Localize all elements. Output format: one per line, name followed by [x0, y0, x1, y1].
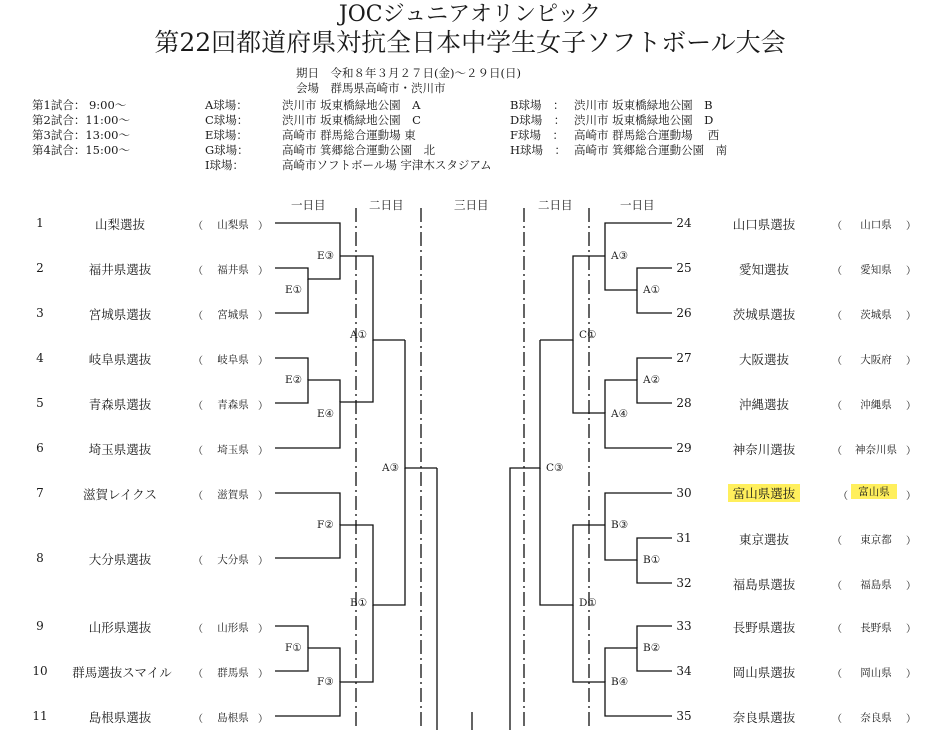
- game-label-a1: A①: [350, 329, 367, 341]
- game-label-e3: E③: [317, 250, 335, 262]
- game-label-b4: B④: [611, 676, 629, 688]
- paren-close: ）: [258, 669, 268, 680]
- team-prefecture: 福島県: [860, 579, 892, 591]
- paren-open: （: [193, 446, 203, 457]
- game-label-c1: C①: [579, 329, 597, 341]
- team-name: 山形県選抜: [88, 620, 152, 635]
- paren-open: （: [832, 714, 842, 725]
- team-name: 神奈川選抜: [732, 442, 796, 457]
- team-prefecture: 福井県: [217, 264, 249, 276]
- team-name: 滋賀レイクス: [82, 487, 157, 502]
- team-number: 28: [676, 396, 692, 410]
- game-label-c3: C③: [546, 462, 564, 474]
- team-name: 埼玉県選抜: [88, 442, 152, 457]
- team-number: 10: [32, 664, 48, 678]
- team-name: 茨城県選抜: [732, 307, 796, 322]
- team-prefecture: 滋賀県: [217, 489, 249, 501]
- schedule-game3: 第3試合：13:00～: [32, 128, 130, 142]
- day-header-left-day1: 一日目: [291, 198, 326, 212]
- field-e-label: E球場：: [205, 128, 248, 142]
- team-name: 群馬選抜スマイル: [72, 665, 172, 680]
- game-label-a4: A④: [611, 408, 628, 420]
- team-number: 11: [32, 709, 48, 723]
- team-prefecture: 長野県: [860, 622, 892, 634]
- team-prefecture: 大分県: [217, 554, 249, 566]
- paren-open: （: [193, 221, 203, 232]
- team-name: 岐阜県選抜: [88, 352, 152, 367]
- paren-close: ）: [906, 491, 916, 502]
- paren-close: ）: [906, 446, 916, 457]
- game-label-d1: D①: [579, 597, 597, 609]
- paren-close: ）: [906, 714, 916, 725]
- paren-open: （: [193, 266, 203, 277]
- field-i-place: 高崎市ソフトボール場 宇津木スタジアム: [282, 158, 492, 172]
- event-date: 期日 令和８年３月２７日(金)～２９日(日): [296, 66, 521, 80]
- field-b-label: B球場 ：: [510, 98, 565, 112]
- team-name: 沖縄選抜: [738, 397, 789, 412]
- game-label-b1-left: B①: [350, 597, 368, 609]
- page-title: JOCジュニアオリンピック: [338, 2, 602, 27]
- page-subtitle: 第22回都道府県対抗全日本中学生女子ソフトボール大会: [154, 28, 786, 57]
- game-label-e4: E④: [317, 408, 335, 420]
- team-prefecture: 宮城県: [217, 309, 249, 321]
- schedule-game1: 第1試合： 9:00～: [32, 98, 127, 112]
- paren-open: （: [193, 491, 203, 502]
- paren-open: （: [832, 401, 842, 412]
- paren-close: ）: [906, 356, 916, 367]
- field-d-place: 渋川市 坂東橋緑地公園 D: [574, 113, 714, 127]
- paren-close: ）: [906, 624, 916, 635]
- paren-close: ）: [258, 556, 268, 567]
- field-h-label: H球場 ：: [510, 143, 567, 157]
- team-prefecture: 奈良県: [860, 712, 892, 724]
- paren-open: （: [832, 446, 842, 457]
- team-number: 26: [676, 306, 692, 320]
- paren-open: （: [193, 714, 203, 725]
- team-number: 5: [36, 396, 44, 410]
- team-prefecture: 岡山県: [860, 667, 892, 679]
- team-prefecture: 神奈川県: [855, 444, 897, 456]
- team-name-highlighted: 富山県選抜: [728, 484, 800, 502]
- paren-close: ）: [258, 311, 268, 322]
- team-prefecture: 山口県: [860, 219, 892, 231]
- paren-close: ）: [906, 266, 916, 277]
- field-i-label: I球場：: [205, 158, 245, 172]
- day-header-day3: 三日目: [454, 198, 489, 212]
- field-f-label: F球場 ：: [510, 128, 564, 142]
- field-a-label: A球場：: [205, 98, 248, 112]
- team-name: 長野県選抜: [732, 620, 796, 635]
- field-c-label: C球場：: [205, 113, 249, 127]
- paren-open: （: [832, 221, 842, 232]
- team-name: 大分県選抜: [88, 552, 152, 567]
- team-number: 32: [676, 576, 692, 590]
- paren-open: （: [832, 669, 842, 680]
- team-number: 33: [676, 619, 692, 633]
- paren-open: （: [832, 311, 842, 322]
- paren-close: ）: [258, 491, 268, 502]
- team-prefecture: 沖縄県: [860, 399, 892, 411]
- paren-close: ）: [258, 401, 268, 412]
- team-prefecture: 山形県: [217, 622, 249, 634]
- team-number: 6: [36, 441, 44, 455]
- team-name: 青森県選抜: [88, 397, 152, 412]
- team-prefecture: 山梨県: [217, 219, 249, 231]
- team-name: 奈良県選抜: [732, 710, 796, 725]
- game-label-b2: B②: [643, 642, 661, 654]
- paren-close: ）: [906, 221, 916, 232]
- game-label-e1: E①: [285, 284, 303, 296]
- team-number: 35: [676, 709, 692, 723]
- field-b-place: 渋川市 坂東橋緑地公園 B: [574, 98, 713, 112]
- paren-close: ）: [258, 714, 268, 725]
- team-number: 3: [36, 306, 44, 320]
- day-header-left-day2: 二日目: [369, 198, 404, 212]
- paren-open: （: [832, 266, 842, 277]
- team-number: 1: [36, 216, 44, 230]
- schedule-game2: 第2試合：11:00～: [32, 113, 130, 127]
- team-number: 24: [676, 216, 692, 230]
- paren-close: ）: [258, 356, 268, 367]
- team-name: 山口県選抜: [732, 217, 796, 232]
- paren-close: ）: [258, 266, 268, 277]
- team-number: 2: [36, 261, 44, 275]
- team-name: 山梨選抜: [94, 217, 145, 232]
- team-prefecture: 岐阜県: [217, 354, 249, 366]
- paren-open: （: [193, 669, 203, 680]
- paren-open: （: [832, 581, 842, 592]
- team-number: 30: [676, 486, 692, 500]
- field-a-place: 渋川市 坂東橋緑地公園 A: [282, 98, 421, 112]
- team-number: 29: [676, 441, 692, 455]
- paren-close: ）: [906, 669, 916, 680]
- team-prefecture: 埼玉県: [217, 444, 249, 456]
- team-number: 9: [36, 619, 44, 633]
- team-number: 31: [676, 531, 692, 545]
- field-g-place: 高崎市 箕郷総合運動公園 北: [282, 143, 436, 157]
- team-number: 8: [36, 551, 44, 565]
- team-name: 愛知選抜: [738, 262, 789, 277]
- paren-open: （: [832, 356, 842, 367]
- field-h-place: 高崎市 箕郷総合運動公園 南: [574, 143, 728, 157]
- team-name: 福井県選抜: [88, 262, 152, 277]
- game-label-a1-right: A①: [643, 284, 660, 296]
- paren-close: ）: [258, 446, 268, 457]
- team-prefecture: 東京都: [860, 534, 892, 546]
- paren-open: （: [193, 311, 203, 322]
- game-label-a2: A②: [643, 374, 660, 386]
- paren-open: （: [832, 624, 842, 635]
- game-label-e2: E②: [285, 374, 303, 386]
- team-prefecture: 青森県: [217, 399, 249, 411]
- team-prefecture: 愛知県: [860, 264, 892, 276]
- team-name: 島根県選抜: [88, 710, 152, 725]
- field-c-place: 渋川市 坂東橋緑地公園 C: [282, 113, 421, 127]
- team-prefecture-highlighted: 富山県: [851, 484, 897, 499]
- field-e-place: 高崎市 群馬総合運動場 東: [282, 128, 416, 142]
- field-f-place: 高崎市 群馬総合運動場 西: [574, 128, 720, 142]
- paren-close: ）: [906, 536, 916, 547]
- team-number: 25: [676, 261, 692, 275]
- paren-open: （: [193, 624, 203, 635]
- day-header-right-day2: 二日目: [538, 198, 573, 212]
- game-label-a3-right: A③: [611, 250, 628, 262]
- paren-close: ）: [258, 221, 268, 232]
- game-label-f2: F②: [317, 519, 334, 531]
- day-header-right-day1: 一日目: [620, 198, 655, 212]
- paren-open: （: [838, 491, 848, 502]
- team-name: 東京選抜: [738, 532, 789, 547]
- team-number: 4: [36, 351, 44, 365]
- team-name: 宮城県選抜: [88, 307, 152, 322]
- schedule-game4: 第4試合：15:00～: [32, 143, 130, 157]
- paren-open: （: [832, 536, 842, 547]
- paren-open: （: [193, 401, 203, 412]
- field-g-label: G球場：: [205, 143, 249, 157]
- paren-close: ）: [906, 311, 916, 322]
- team-prefecture: 群馬県: [217, 667, 249, 679]
- field-d-label: D球場 ：: [510, 113, 566, 127]
- game-label-a3: A③: [382, 462, 399, 474]
- paren-close: ）: [906, 401, 916, 412]
- team-name: 岡山県選抜: [732, 665, 796, 680]
- paren-close: ）: [258, 624, 268, 635]
- team-number: 34: [676, 664, 692, 678]
- team-name: 大阪選抜: [738, 352, 789, 367]
- paren-open: （: [193, 356, 203, 367]
- game-label-b3: B③: [611, 519, 629, 531]
- team-number: 7: [36, 486, 44, 500]
- team-prefecture: 茨城県: [860, 309, 892, 321]
- paren-close: ）: [906, 581, 916, 592]
- paren-open: （: [193, 556, 203, 567]
- event-venue: 会場 群馬県高崎市・渋川市: [296, 81, 446, 95]
- game-label-b1-right: B①: [643, 554, 661, 566]
- game-label-f1: F①: [285, 642, 302, 654]
- team-name: 福島県選抜: [732, 577, 796, 592]
- team-number: 27: [676, 351, 692, 365]
- team-prefecture: 大阪府: [860, 354, 892, 366]
- game-label-f3: F③: [317, 676, 334, 688]
- team-prefecture: 島根県: [217, 712, 249, 724]
